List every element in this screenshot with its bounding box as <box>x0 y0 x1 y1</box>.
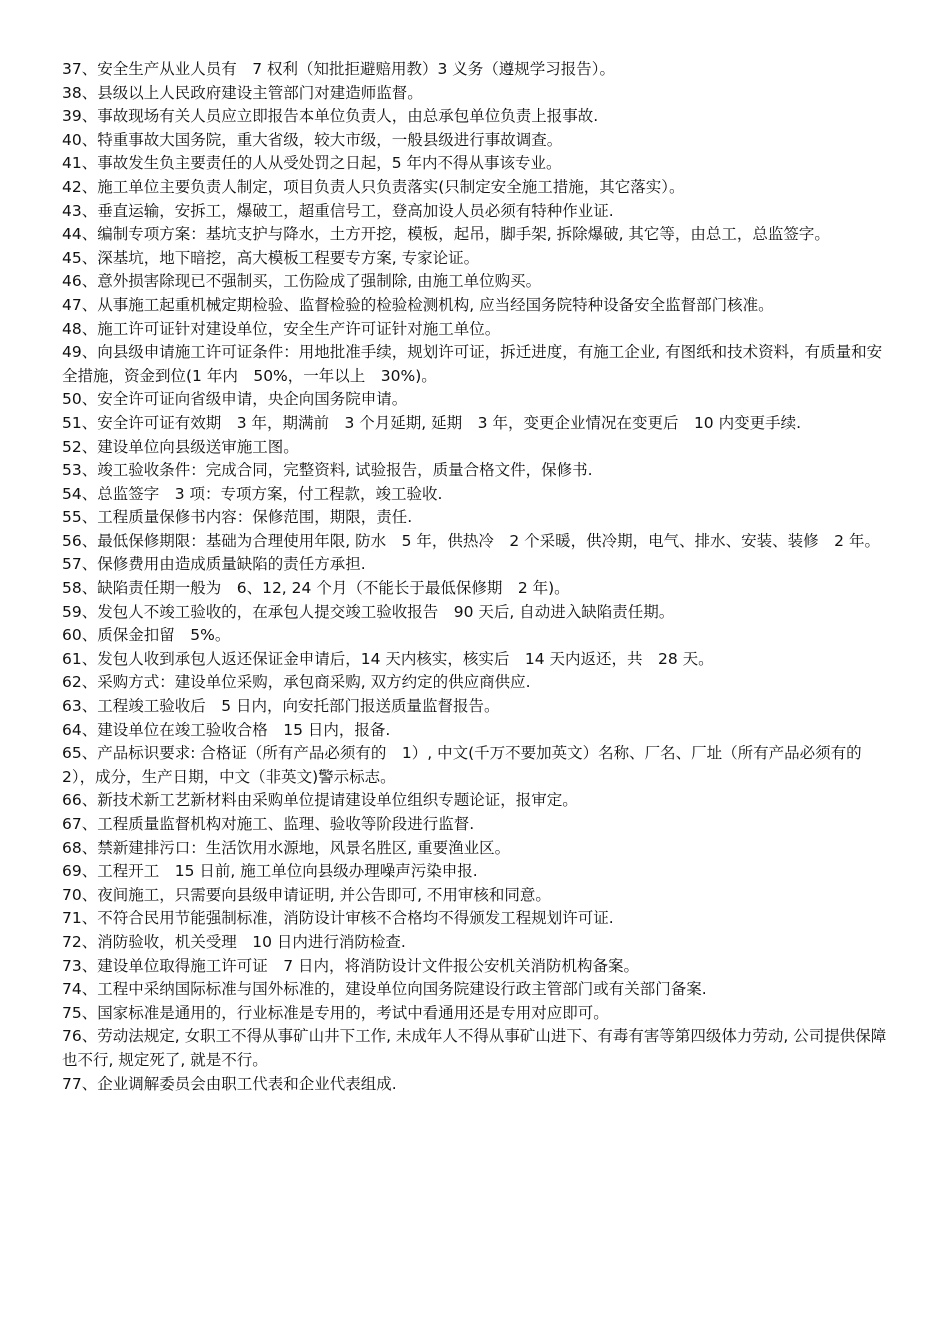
list-item: 50、安全许可证向省级申请，央企向国务院申请。 <box>62 390 408 409</box>
list-item: 58、缺陷责任期一般为 6、12, 24 个月（不能长于最低保修期 2 年)。 <box>62 579 570 598</box>
list-item: 47、从事施工起重机械定期检验、监督检验的检验检测机构, 应当经国务院特种设备安全监督部门核准。 <box>62 295 774 314</box>
list-item: 70、夜间施工，只需要向县级申请证明, 并公告即可, 不用审核和同意。 <box>62 885 551 904</box>
list-item: 40、特重事故大国务院，重大省级，较大市级，一般县级进行事故调查。 <box>62 130 563 149</box>
list-item: 43、垂直运输，安拆工，爆破工，超重信号工，登高加设人员必须有特种作业证. <box>62 201 614 220</box>
list-item: 67、工程质量监督机构对施工、监理、验收等阶段进行监督. <box>62 815 475 833</box>
list-item: 73、建设单位取得施工许可证 7 日内，将消防设计文件报公安机关消防机构备案。 <box>62 956 640 975</box>
list-item: 75、国家标准是通用的，行业标准是专用的，考试中看通用还是专用对应即可。 <box>62 1003 609 1022</box>
list-item: 61、发包人收到承包人返还保证金申请后，14 天内核实，核实后 14 天内返还，共 28 天。 <box>62 649 714 668</box>
list-item: 66、新技术新工艺新材料由采购单位提请建设单位组织专题论证，报审定。 <box>62 791 578 810</box>
list-item: 53、竣工验收条件：完成合同，完整资料, 试验报告，质量合格文件，保修书. <box>62 461 593 480</box>
list-item: 49、向县级申请施工许可证条件：用地批准手续，规划许可证，拆迁进度，有施工企业, 有图纸和技术资料，有质量和安全措施，资金到位(1 年内 50%，一年以上 30%)。 <box>62 343 883 385</box>
list-item: 51、安全许可证有效期 3 年，期满前 3 个月延期, 延期 3 年，变更企业情况在变更后 10 内变更手续. <box>62 413 802 432</box>
list-item: 41、事故发生负主要责任的人从受处罚之日起，5 年内不得从事该专业。 <box>62 154 562 173</box>
list-item: 72、消防验收，机关受理 10 日内进行消防检查. <box>62 932 406 951</box>
list-item: 74、工程中采纳国际标准与国外标准的，建设单位向国务院建设行政主管部门或有关部门备案. <box>62 980 707 999</box>
list-item: 45、深基坑，地下暗挖，高大模板工程要专方案, 专家论证。 <box>62 248 480 267</box>
list-item: 42、施工单位主要负责人制定，项目负责人只负责落实(只制定安全施工措施，其它落实）。 <box>62 177 685 196</box>
list-item: 69、工程开工 15 日前, 施工单位向县级办理噪声污染申报. <box>62 862 478 881</box>
list-item: 62、采购方式：建设单位采购，承包商采购, 双方约定的供应商供应. <box>62 673 531 692</box>
list-item: 63、工程竣工验收后 5 日内，向安托部门报送质量监督报告。 <box>62 697 500 716</box>
list-item: 76、劳动法规定, 女职工不得从事矿山井下工作, 未成年人不得从事矿山进下、有毒有害等第四级体力劳动, 公司提供保障也不行, 规定死了, 就是不行。 <box>62 1027 887 1069</box>
list-item: 55、工程质量保修书内容：保修范围，期限，责任. <box>62 508 413 527</box>
list-item: 64、建设单位在竣工验收合格 15 日内，报备. <box>62 720 391 739</box>
list-item: 54、总监签字 3 项：专项方案，付工程款，竣工验收. <box>62 484 443 503</box>
list-item: 77、企业调解委员会由职工代表和企业代表组成. <box>62 1074 397 1093</box>
list-item: 60、质保金扣留 5%。 <box>62 626 231 645</box>
list-item: 59、发包人不竣工验收的，在承包人提交竣工验收报告 90 天后, 自动进入缺陷责任期。 <box>62 602 675 621</box>
list-item: 71、不符合民用节能强制标准，消防设计审核不合格均不得颁发工程规划许可证. <box>62 909 614 928</box>
list-item: 48、施工许可证针对建设单位，安全生产许可证针对施工单位。 <box>62 319 501 338</box>
list-item: 39、事故现场有关人员应立即报告本单位负责人，由总承包单位负责上报事故. <box>62 107 599 126</box>
list-item: 46、意外损害除现已不强制买，工伤险成了强制除, 由施工单位购买。 <box>62 272 542 291</box>
list-item: 56、最低保修期限：基础为合理使用年限, 防水 5 年，供热冷 2 个采暖，供冷期，电气、排水、安装、装修 2 年。 <box>62 531 880 550</box>
list-item: 37、安全生产从业人员有 7 权利（知批拒避赔用教）3 义务（遵规学习报告）。 <box>62 60 616 78</box>
list-item: 38、县级以上人民政府建设主管部门对建造师监督。 <box>62 83 423 102</box>
list-item: 65、产品标识要求: 合格证（所有产品必须有的 1）, 中文(千万不要加英文）名称、厂名、厂址（所有产品必须有的 2），成分，生产日期，中文（非英文)警示标志。 <box>62 744 878 786</box>
list-item: 52、建设单位向县级送审施工图。 <box>62 437 299 456</box>
list-item: 57、保修费用由造成质量缺陷的责任方承担. <box>62 555 366 574</box>
list-item: 44、编制专项方案：基坑支护与降水，土方开挖，模板，起吊，脚手架, 拆除爆破, 其它等，由总工，总监签字。 <box>62 225 830 244</box>
list-item: 68、禁新建排污口：生活饮用水源地，风景名胜区, 重要渔业区。 <box>62 838 511 857</box>
